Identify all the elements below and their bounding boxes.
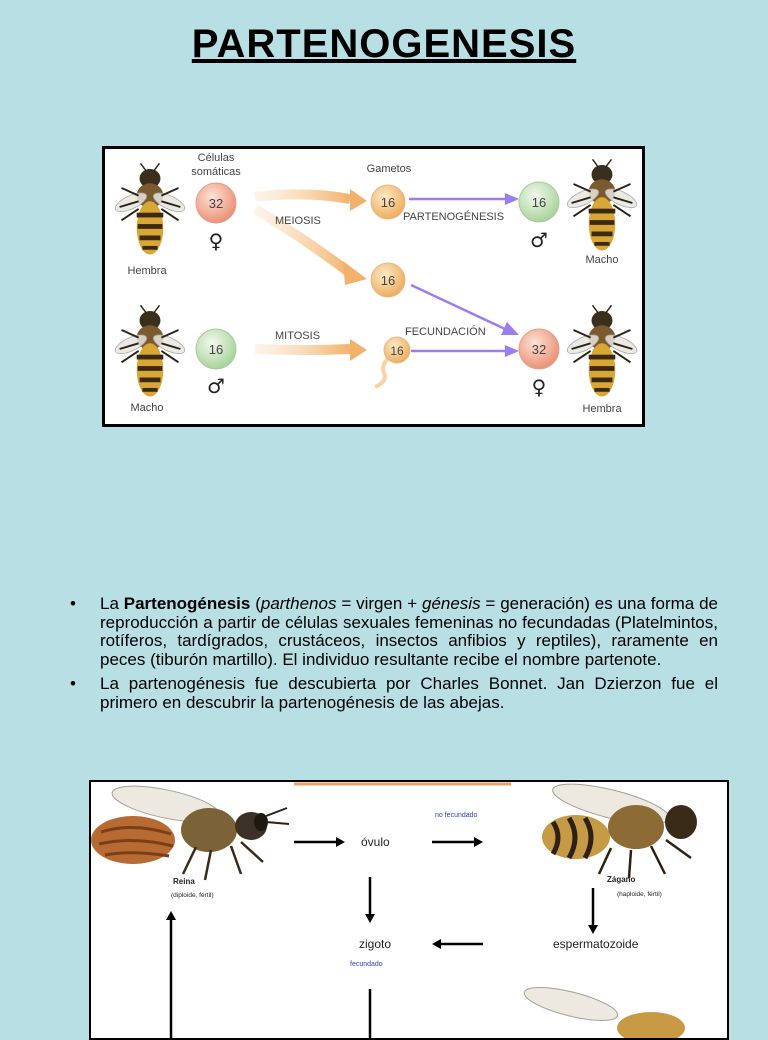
female-symbol-icon: ♀ — [208, 229, 224, 253]
espermatozoide-label: espermatozoide — [553, 937, 639, 951]
bullet-dot: • — [70, 594, 76, 613]
queen-bee-icon — [91, 782, 289, 880]
parthenogenesis-diagram — [102, 146, 645, 427]
cell-number: 16 — [208, 342, 224, 357]
bee-cycle-diagram — [89, 780, 729, 1040]
cell-number: 32 — [531, 342, 547, 357]
page-title: PARTENOGENESIS — [191, 22, 577, 66]
hembra-left-label: Hembra — [127, 265, 167, 277]
cell-number: 16 — [390, 344, 404, 358]
hembra-right-label: Hembra — [582, 403, 622, 415]
mitosis-arrow — [255, 339, 367, 361]
bullet-list — [68, 595, 718, 718]
fecundacion-arrow-straight — [411, 345, 519, 357]
meiosis-arrow-top — [255, 189, 367, 211]
celulas-label-line2: somáticas — [191, 166, 241, 178]
bullet-dot: • — [70, 674, 76, 693]
mitosis-label: MITOSIS — [275, 330, 321, 342]
male-symbol-icon: ♂ — [207, 374, 225, 398]
drone-bee-icon — [542, 782, 697, 878]
female-symbol-icon: ♀ — [531, 375, 547, 399]
bullet-item: • La Partenogénesis (parthenos = virgen + génesis = generación) es una forma de reproducción a partir de células sexuales femeninas no fecundadas (Platelmintos, rotíferos, tardígrados, crustáceos, insectos anfibios y reptiles), raramente en peces (tiburón martillo). El individuo resultante recibe el nombre partenote. — [70, 594, 718, 669]
bee-female-right-icon — [565, 305, 640, 396]
male-symbol-icon: ♂ — [530, 228, 548, 252]
macho-left-label: Macho — [130, 402, 164, 414]
cell-number: 32 — [208, 196, 224, 211]
fecundacion-label: FECUNDACIÓN — [405, 326, 486, 338]
zigoto-label: zigoto — [359, 937, 392, 951]
ovulo-label: óvulo — [361, 835, 390, 849]
gametos-label: Gametos — [366, 163, 412, 175]
bee-female-left-icon — [113, 163, 188, 254]
worker-bee-icon — [522, 981, 685, 1038]
cell-number: 16 — [380, 195, 396, 210]
no-fecundado-label: no fecundado — [435, 812, 478, 819]
term-partenogenesis: Partenogénesis — [123, 594, 251, 613]
partenogenesis-arrow — [409, 193, 519, 205]
celulas-label-line1: Células — [197, 152, 235, 164]
bullet-item: • La partenogénesis fue descubierta por Charles Bonnet. Jan Dzierzon fue el primero en descubrir la partenogénesis de las abejas. — [70, 674, 718, 712]
partenogenesis-label: PARTENOGÉNESIS — [403, 211, 505, 223]
zagano-sub-label: (haploide, fértil) — [617, 891, 662, 898]
meiosis-label: MEIOSIS — [275, 215, 321, 227]
cell-number: 16 — [531, 195, 547, 210]
macho-right-label: Macho — [585, 254, 619, 266]
zagano-label: Zágano — [607, 875, 636, 884]
bee-male-left-icon — [113, 305, 188, 396]
bee-male-right-icon — [565, 159, 640, 250]
reina-label: Reina — [173, 877, 195, 886]
fecundado-label: fecundado — [350, 961, 383, 968]
reina-sub-label: (diploide, fértil) — [171, 892, 214, 899]
cell-number: 16 — [380, 273, 396, 288]
